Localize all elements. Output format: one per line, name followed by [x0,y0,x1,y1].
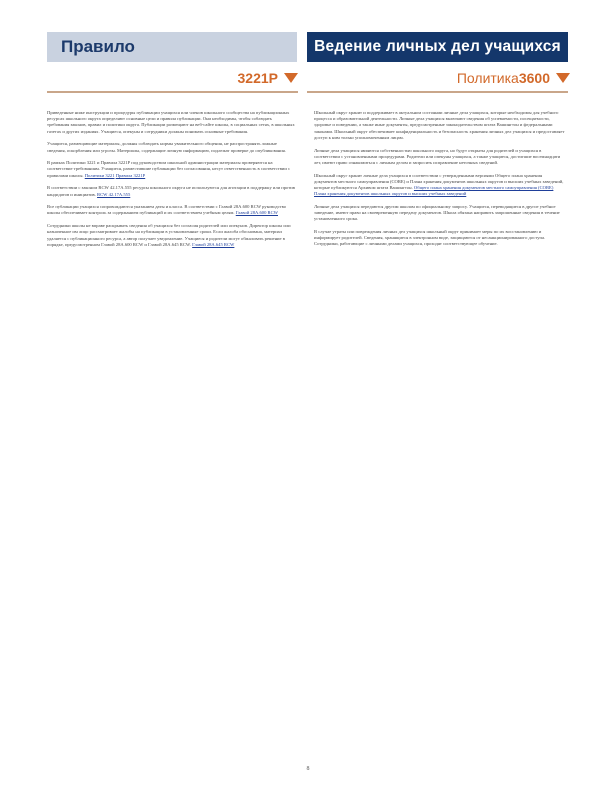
paragraph: Школьный округ хранит и поддерживает в актуальном состоянии личные дела учащихся, которые необходимы для учебного процесса и образовательной деятельности. Личные дела учащихся включают сведения об успеваемости, посещаемости, здоровье и поведении, а также иные документы, предусмотренные законодательством штата Вашингтон и федеральными законами. Школьный округ обеспечивает конфиденциальность и безопасность хранения личных дел учащихся и предоставляет доступ к ним только уполномоченным лицам. [314,110,565,140]
link-core-plan[interactable]: Общего плана хранения документов местного самоуправления (CORE) [413,185,554,191]
link-rcw-28a-645[interactable]: Главой 28А.645 RCW [192,241,235,247]
paragraph-text: В соответствии с законом RCW 42.17A.555 ресурсы школьного округа не используются для агитации в поддержку или против кандидатов и инициатив. [47,185,295,197]
paragraph-text: В рамках Политики 3221 и Правила 3221Р под руководством школьной администрации материалы проверяются на соответствие требованиям. Учащиеся, разместившие публикации без согласования, несут ответственность в соответствии с правилами школы. [47,160,290,178]
link-rcw-42-17a-555[interactable]: RCW 42.17A.555 [97,191,131,197]
paragraph-text: Школьный округ хранит личные дела учащихся в соответствии с утвержденными версиями Общего плана хранения документов местного самоуправления (CORE) и Плана хранения документов школьных округов и высших учебных заведений, которые публикуются Архивом штата Вашингтон. [314,172,564,191]
paragraph-text: Все публикации учащихся сопровождаются указанием даты и класса. В соответствии с Главой 28А.600 RCW руководство школы обеспечивает контроль за содержанием публикаций и их соответствием учебным целям. [47,204,287,216]
paragraph [47,160,295,179]
left-column [47,110,295,254]
paragraph [47,223,295,248]
link-policy-3221[interactable]: Политики 3221 [84,172,115,178]
divider-left [47,91,298,93]
policy-code-text: 3600 [518,70,550,86]
right-column [314,110,566,254]
regulation-code-text: 3221P [237,70,278,86]
paragraph: В случае утраты или повреждения личных дел учащихся школьный округ принимает меры по их восстановлению и информирует родителей. Сведения, хранящиеся в электронном виде, защищаются от несанкционированного доступа. Сотрудники, работающие с личными делами учащихся, проходят соответствующее обучение. [314,229,546,247]
paragraph-text: Сотрудники школы не вправе раскрывать сведения об учащихся без согласия родителей или опекунов. Директор школы или назначенное им лицо рассматривает жалобы на публикации в установленные сроки. Если жалоба обоснована, материал удаляется с публикационного ресурса, а автор получает уведомление. Учащиеся и родители могут обжаловать решение в порядке, предусмотренном Главой 28А.600 RCW и Главой 28А.645 RCW. [47,223,291,247]
policy-label: Политика [456,70,519,86]
paragraph [314,173,566,198]
paragraph [47,204,295,216]
triangle-down-icon [284,73,298,83]
triangle-down-icon [556,73,570,83]
link-school-plan[interactable]: Плана хранения документов школьных округов и высших учебных заведений [314,191,467,197]
header-left-title: Правило [61,37,135,56]
header-right-banner [307,32,568,62]
header-right-title: Ведение личных дел учащихся [314,38,561,55]
paragraph [47,185,295,197]
paragraph: Личные дела учащихся являются собственностью школьного округа, но будут открыты для родителей и учащихся в соответствии с установленными процедурами. Родители или опекуны учащихся, а также учащиеся, достигшие восемнадцати лет, имеют право ознакомиться с личным делом и запросить исправление неточных сведений. [314,147,561,165]
policy-code [420,70,570,86]
link-regulation-3221p[interactable]: Правила 3221Р [115,172,146,178]
regulation-code [188,70,298,86]
paragraph: Личные дела учащихся передаются другим школам по официальному запросу. Учащиеся, переводящиеся в другое учебное заведение, имеют право на своевременную передачу документов. Школа обязана направить запрошенные сведения в течение установленного срока. [314,203,560,222]
page-number: 8 [306,766,310,772]
paragraph: Приведенные ниже инструкции и процедуры публикации учащихся или членов школьного сообщества на публикационных ресурсах школьного округа определяют основные цели и правила публикации. Они необходимы, чтобы соблюдать требования законов, правил и политики округа. Публикации размещают на веб-сайте школы, в социальных сетях, в школьных газетах и других изданиях. Учащиеся, опекуны и сотрудники должны понимать основные требования. [47,110,295,134]
divider-right [307,91,568,93]
link-rcw-28a-600[interactable]: Главой 28А.600 RCW [235,210,278,216]
header-left-banner [47,32,297,62]
paragraph: Учащиеся, размещающие материалы, должны соблюдать нормы уважительного общения, не распространять ложные сведения, оскорбления или угрозы. Материалы, содержащие личную информацию, подлежат проверке до опубликования. [47,141,286,153]
